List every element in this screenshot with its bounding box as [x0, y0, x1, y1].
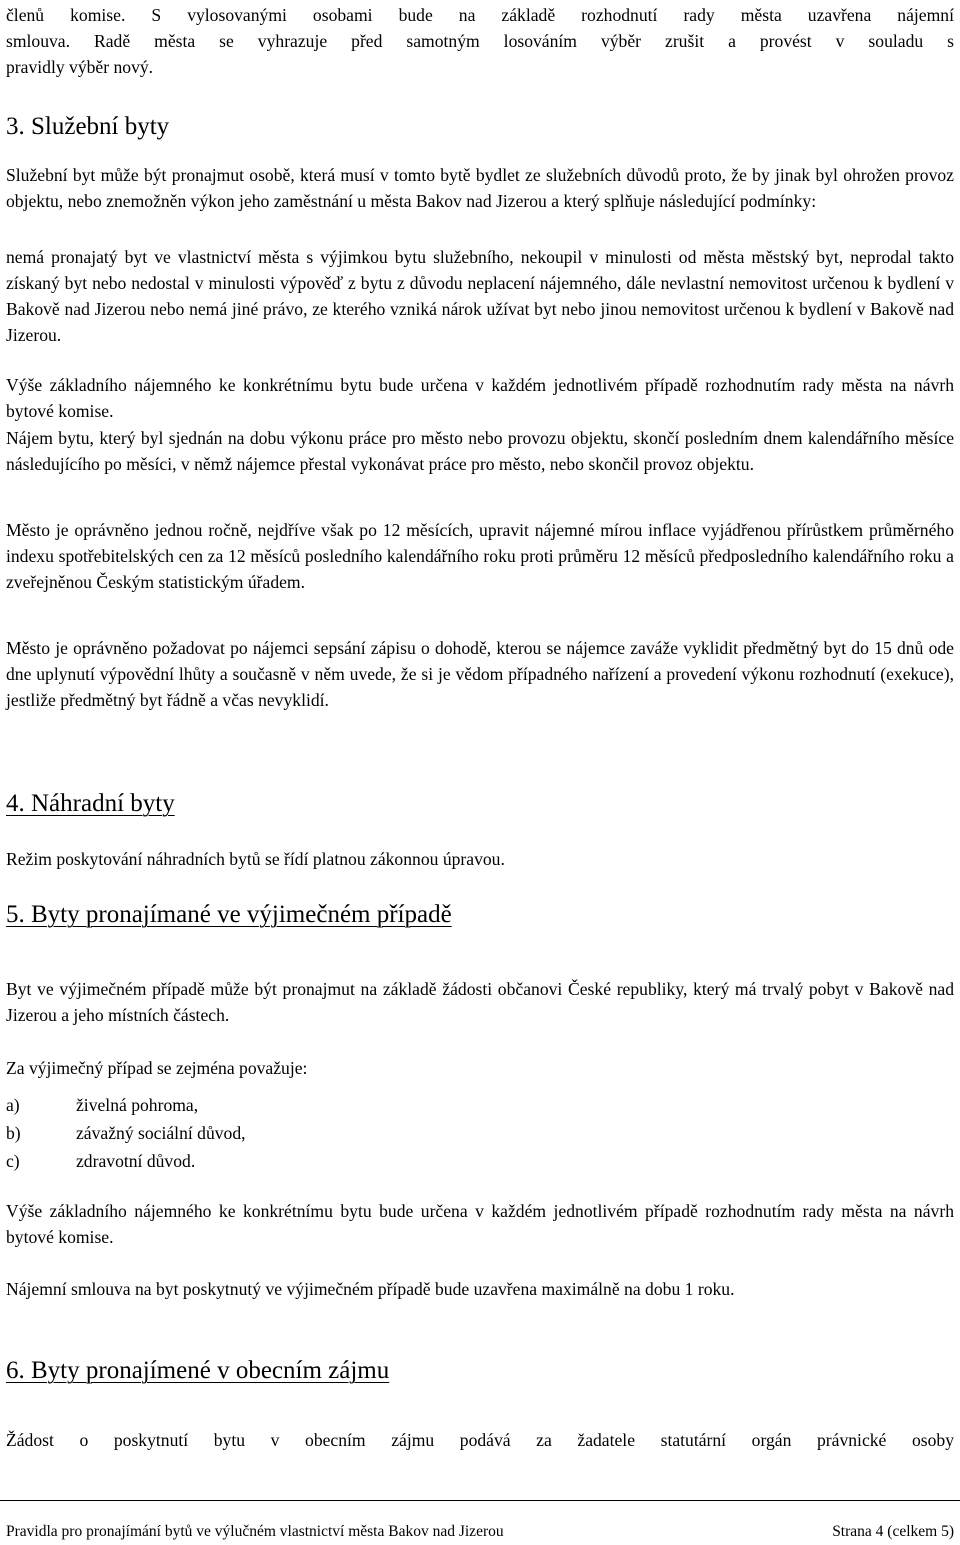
section-3-heading: 3. Služební byty — [6, 113, 170, 140]
section-5-paragraph-4: Nájemní smlouva na byt poskytnutý ve výjimečném případě bude uzavřena maximálně na dobu 1 roku. — [6, 1279, 735, 1299]
section-6-heading: 6. Byty pronajímené v obecním zájmu — [6, 1357, 390, 1384]
section-3-paragraph-4: Nájem bytu, který byl sjednán na dobu výkonu práce pro město nebo provozu objektu, skončí posledním dnem kalendářního měsíce následujícího po měsíci, v němž nájemce přestal vykonávat práce pro město, nebo skončil provoz objektu. — [6, 428, 954, 474]
list-item: b) závažný sociální důvod, — [6, 1123, 246, 1143]
intro-line-3: pravidly výběr nový. — [6, 57, 154, 77]
section-3-paragraph-5: Město je oprávněno jednou ročně, nejdříve však po 12 měsících, upravit nájemné mírou inflace vyjádřenou přírůstkem průměrného indexu spotřebitelských cen za 12 měsíců posledního kalendářního roku proti průměru 12 měsíců předposledního kalendářního roku a zveřejněnou Českým statistickým úřadem. — [6, 520, 954, 592]
section-3-paragraph-3: Výše základního nájemného ke konkrétnímu bytu bude určena v každém jednotlivém případě rozhodnutím rady města na návrh bytové komise. — [6, 375, 954, 421]
page-number: Strana 4 (celkem 5) — [832, 1523, 954, 1540]
intro-line-1: členů komise. S vylosovanými osobami bude na základě rozhodnutí rady města uzavřena nájemní — [6, 5, 954, 25]
section-3-paragraph-6: Město je oprávněno požadovat po nájemci sepsání zápisu o dohodě, kterou se nájemce zaváže vyklidit předmětný byt do 15 dnů ode dne uplynutí výpovědní lhůty a současně v něm uvede, že si je vědom případného nařízení a provedení výkonu rozhodnutí (exekuce), jestliže předmětný byt řádně a včas nevyklidí. — [6, 638, 954, 710]
section-3-paragraph-1: Služební byt může být pronajmut osobě, která musí v tomto bytě bydlet ze služebních důvodů proto, že by jinak byl ohrožen provoz objektu, nebo znemožněn výkon jeho zaměstnání u města Bakov nad Jizerou a který splňuje následující podmínky: — [6, 165, 954, 211]
section-3-paragraph-2: nemá pronajatý byt ve vlastnictví města s výjimkou bytu služebního, nekoupil v minulosti od města městský byt, neprodal takto získaný byt nebo nedostal v minulosti výpověď z bytu z důvodu neplacení nájemného, dále nevlastní nemovitost určenou k bydlení v Bakově nad Jizerou nebo nemá jiné právo, ze kterého vzniká nárok užívat byt nebo jinou nemovitost určenou k bydlení v Bakově nad Jizerou. — [6, 247, 954, 345]
section-6-paragraph-1: Žádost o poskytnutí bytu v obecním zájmu podává za žadatele statutární orgán právnické osoby — [6, 1430, 954, 1450]
section-4-heading: 4. Náhradní byty — [6, 790, 175, 817]
intro-paragraph — [6, 2, 954, 80]
section-5-paragraph-2: Za výjimečný případ se zejména považuje: — [6, 1058, 308, 1078]
section-4-paragraph-1: Režim poskytování náhradních bytů se řídí platnou zákonnou úpravou. — [6, 849, 505, 869]
section-5-paragraph-1: Byt ve výjimečném případě může být pronajmut na základě žádosti občanovi České republiky, který má trvalý pobyt v Bakově nad Jizerou a jeho místních částech. — [6, 979, 954, 1025]
list-item: c) zdravotní důvod. — [6, 1151, 196, 1171]
footer-divider — [0, 1500, 960, 1501]
section-5-paragraph-3: Výše základního nájemného ke konkrétnímu bytu bude určena v každém jednotlivém případě rozhodnutím rady města na návrh bytové komise. — [6, 1201, 954, 1247]
section-5-heading: 5. Byty pronajímané ve výjimečném případě — [6, 901, 452, 928]
footer-title: Pravidla pro pronajímání bytů ve výlučném vlastnictví města Bakov nad Jizerou — [6, 1523, 504, 1540]
list-item: a) živelná pohroma, — [6, 1095, 199, 1115]
intro-line-2: smlouva. Radě města se vyhrazuje před samotným losováním výběr zrušit a provést v souladu s — [6, 31, 954, 51]
